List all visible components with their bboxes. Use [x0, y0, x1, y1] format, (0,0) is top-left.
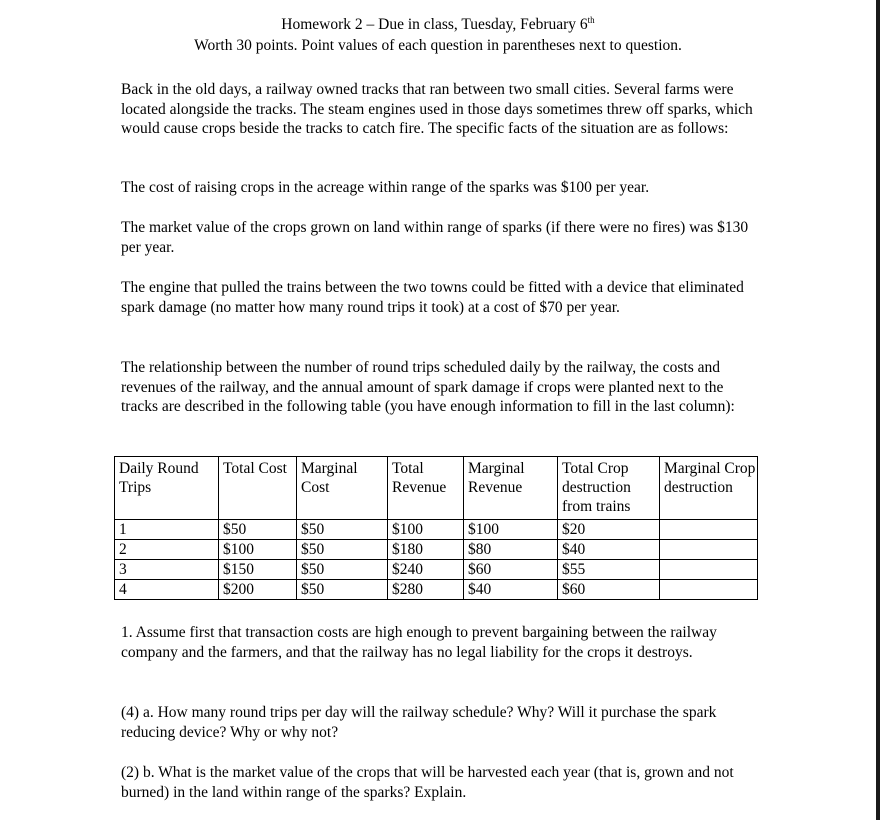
table-cell [660, 580, 758, 600]
table-cell: $50 [297, 520, 388, 540]
intro-paragraph-4: The engine that pulled the trains between the two towns could be fitted with a device that eliminated spark damage (no matter how many round trips it took) at a cost of $70 per year. [121, 279, 744, 316]
homework-title [0, 15, 876, 34]
header-total-revenue: Total Revenue [388, 457, 464, 520]
header-marginal-cost: Marginal Cost [297, 457, 388, 520]
table-cell [660, 520, 758, 540]
table-cell: $55 [558, 560, 660, 580]
table-cell: $80 [464, 540, 558, 560]
intro-paragraph-1: Back in the old days, a railway owned tracks that ran between two small cities. Several farms were located alongside the tracks. The steam engines used in those days sometimes threw off sparks, which would cause crops beside the tracks to catch fire. The specific facts of the situation are as follows: [121, 81, 753, 137]
table-cell: $40 [558, 540, 660, 560]
table-cell: $40 [464, 580, 558, 600]
table-header-row [115, 457, 758, 520]
header-daily-round-trips: Daily Round Trips [115, 457, 219, 520]
intro-paragraph-5: The relationship between the number of round trips scheduled daily by the railway, the costs and revenues of the railway, and the annual amount of spark damage if crops were planted next to the tracks are described in the following table (you have enough information to fill in the last column): [121, 359, 735, 415]
table-cell: $200 [219, 580, 297, 600]
table-cell: 2 [115, 540, 219, 560]
table-cell: $50 [297, 540, 388, 560]
header-marginal-crop-destruction: Marginal Crop destruction [660, 457, 758, 520]
table-cell [660, 540, 758, 560]
table-cell: 3 [115, 560, 219, 580]
table-cell: $50 [297, 560, 388, 580]
table-cell: $60 [464, 560, 558, 580]
intro-paragraph-2: The cost of raising crops in the acreage within range of the sparks was $100 per year. [121, 179, 650, 196]
table-cell: 4 [115, 580, 219, 600]
table-cell: $100 [464, 520, 558, 540]
table-cell: $180 [388, 540, 464, 560]
title-superscript: th [587, 15, 595, 25]
table-cell [660, 560, 758, 580]
header-total-cost: Total Cost [219, 457, 297, 520]
table-row [115, 520, 758, 540]
header-total-crop-destruction: Total Crop destruction from trains [558, 457, 660, 520]
homework-subtitle: Worth 30 points. Point values of each question in parentheses next to question. [194, 37, 682, 54]
table-cell: $100 [219, 540, 297, 560]
title-text: Homework 2 – Due in class, Tuesday, February 6 [281, 16, 588, 33]
question-1a: (4) a. How many round trips per day will the railway schedule? Why? Will it purchase the spark reducing device? Why or why not? [121, 704, 717, 741]
table-cell: $50 [297, 580, 388, 600]
table-cell: $240 [388, 560, 464, 580]
question-1: 1. Assume first that transaction costs are high enough to prevent bargaining between the railway company and the farmers, and that the railway has no legal liability for the crops it destroys. [121, 624, 717, 661]
table-cell: $60 [558, 580, 660, 600]
table-cell: $50 [219, 520, 297, 540]
table-cell: $150 [219, 560, 297, 580]
table-row [115, 580, 758, 600]
intro-paragraph-3: The market value of the crops grown on land within range of sparks (if there were no fires) was $130 per year. [121, 219, 749, 256]
window-edge-border [876, 0, 880, 820]
header-marginal-revenue: Marginal Revenue [464, 457, 558, 520]
table-row [115, 540, 758, 560]
table-cell: $280 [388, 580, 464, 600]
table-cell: $20 [558, 520, 660, 540]
railway-data-table [114, 456, 758, 600]
table-cell: $100 [388, 520, 464, 540]
table-row [115, 560, 758, 580]
table-cell: 1 [115, 520, 219, 540]
question-1b: (2) b. What is the market value of the crops that will be harvested each year (that is, grown and not burned) in the land within range of the sparks? Explain. [121, 764, 734, 801]
